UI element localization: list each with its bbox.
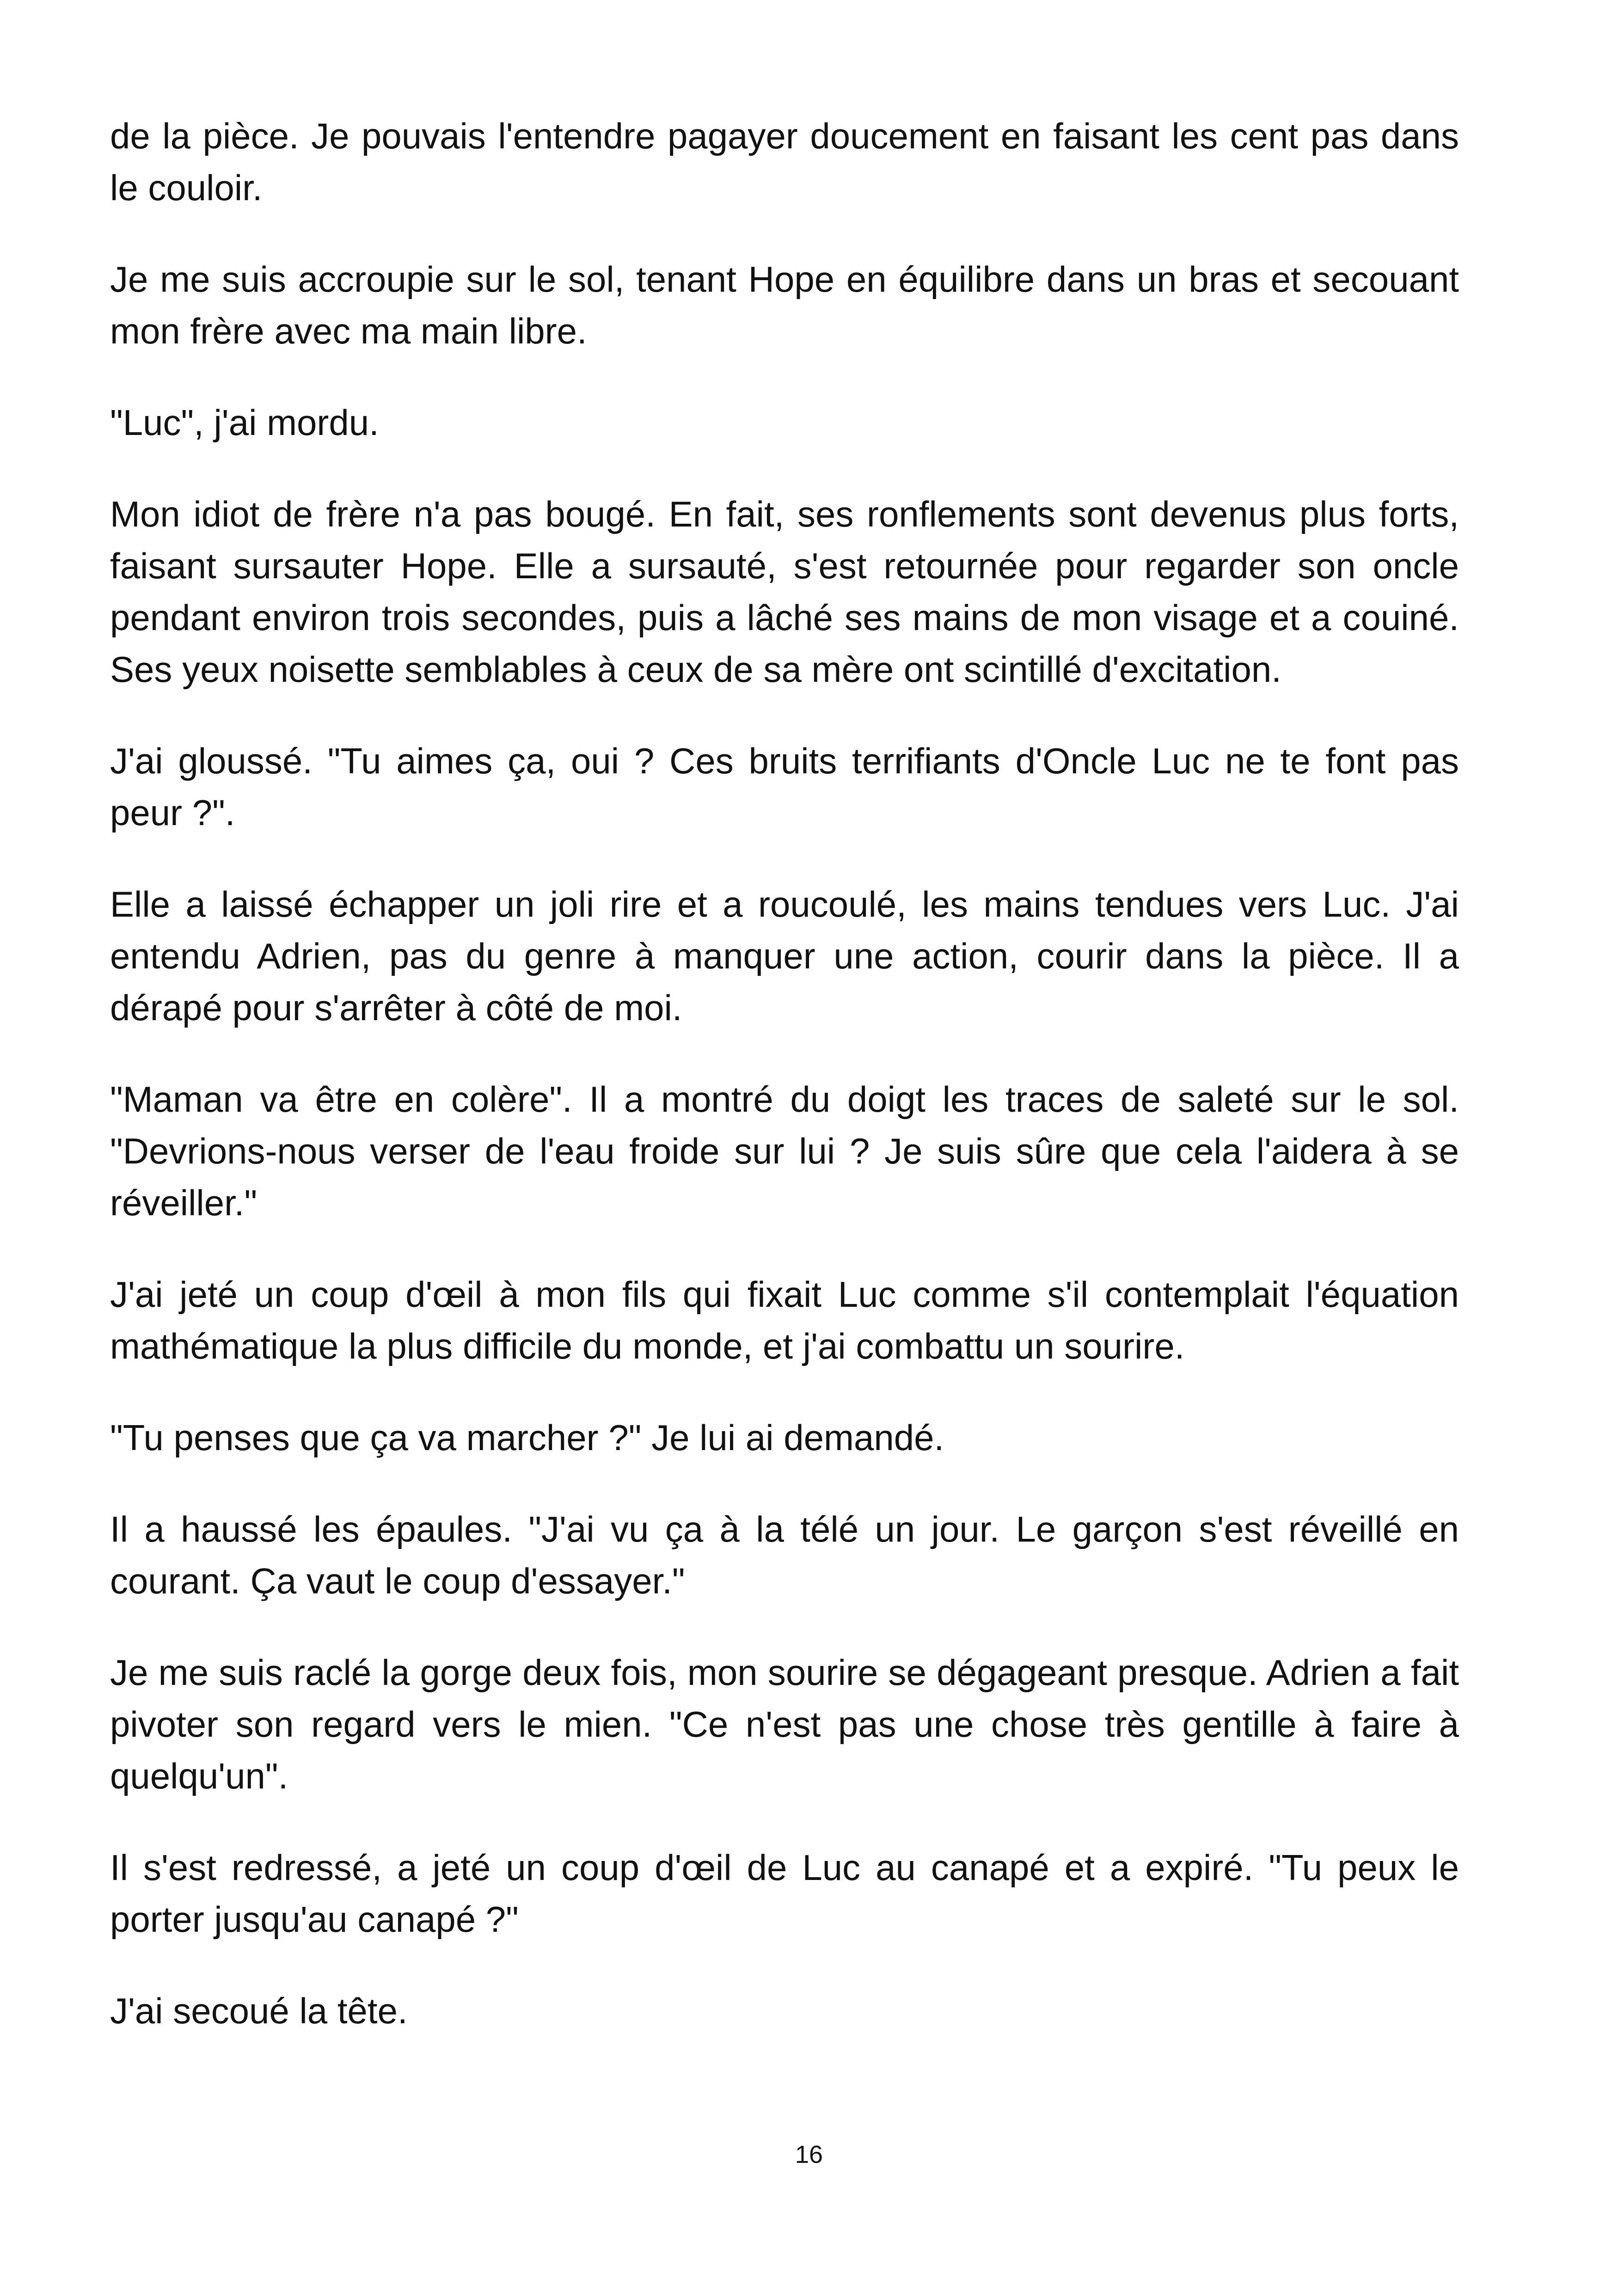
paragraph: "Maman va être en colère". Il a montré du doigt les traces de saleté sur le sol. "Devrions-nous verser de l'eau froide sur lui ? Je suis sûre que cela l'aidera à se réveiller." xyxy=(110,1079,1459,1223)
paragraph: J'ai jeté un coup d'œil à mon fils qui fixait Luc comme s'il contemplait l'équation mathématique la plus difficile du monde, et j'ai combattu un sourire. xyxy=(110,1274,1459,1366)
paragraph: de la pièce. Je pouvais l'entendre pagayer doucement en faisant les cent pas dans le couloir. xyxy=(110,116,1459,208)
paragraph: Il s'est redressé, a jeté un coup d'œil de Luc au canapé et a expiré. "Tu peux le porter jusqu'au canapé ?" xyxy=(110,1847,1459,1940)
paragraph: Elle a laissé échapper un joli rire et a roucoulé, les mains tendues vers Luc. J'ai entendu Adrien, pas du genre à manquer une action, courir dans la pièce. Il a dérapé pour s'arrêter à côté de moi. xyxy=(110,884,1459,1028)
paragraph: Mon idiot de frère n'a pas bougé. En fait, ses ronflements sont devenus plus forts, faisant sursauter Hope. Elle a sursauté, s'est retournée pour regarder son oncle pendant environ trois secondes, puis a lâché ses mains de mon visage et a couiné. Ses yeux noisette semblables à ceux de sa mère ont scintillé d'excitation. xyxy=(110,494,1459,690)
paragraph: Je me suis raclé la gorge deux fois, mon sourire se dégageant presque. Adrien a fait pivoter son regard vers le mien. "Ce n'est pas une chose très gentille à faire à quelqu'un". xyxy=(110,1652,1459,1796)
paragraph: J'ai secoué la tête. xyxy=(110,1990,408,2031)
paragraph: Il a haussé les épaules. "J'ai vu ça à la télé un jour. Le garçon s'est réveillé en courant. Ça vaut le coup d'essayer." xyxy=(110,1509,1459,1601)
paragraph: "Tu penses que ça va marcher ?" Je lui ai demandé. xyxy=(110,1417,944,1458)
paragraph: Je me suis accroupie sur le sol, tenant Hope en équilibre dans un bras et secouant mon frère avec ma main libre. xyxy=(110,259,1459,351)
page-number: 16 xyxy=(795,2141,823,2168)
body-text xyxy=(110,110,1459,2076)
paragraph: J'ai gloussé. "Tu aimes ça, oui ? Ces bruits terrifiants d'Oncle Luc ne te font pas peur ?". xyxy=(110,741,1459,833)
paragraph: "Luc", j'ai mordu. xyxy=(110,402,379,443)
